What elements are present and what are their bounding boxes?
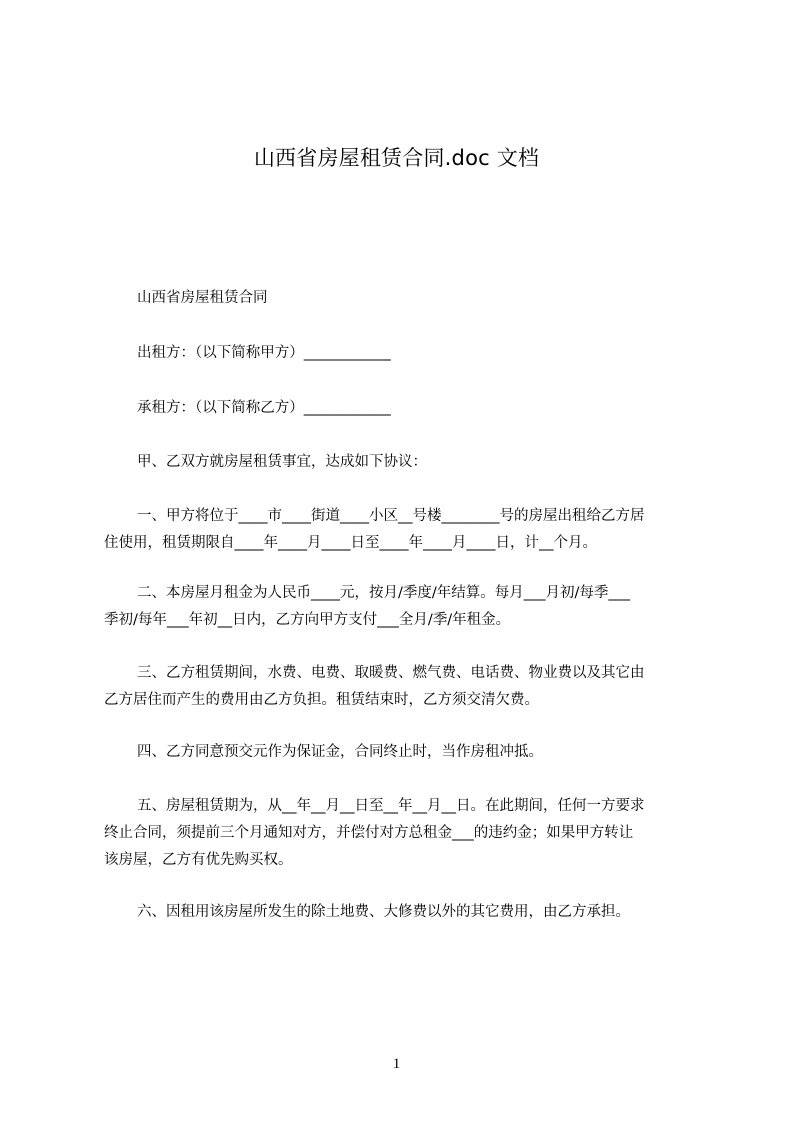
clause-3 [104,660,704,714]
agreement-intro [104,449,704,476]
clause-2 [104,580,704,634]
clause-6 [104,899,704,926]
paragraph-line: 承租方：（以下简称乙方）____________ [137,400,391,416]
document-title: 山西省房屋租赁合同.doc 文档 [253,146,540,170]
clause-1 [104,503,704,557]
paragraph-line: 甲、乙双方就房屋租赁事宜，达成如下协议： [137,454,427,470]
paragraph-line: 六、因租用该房屋所发生的除土地费、大修费以外的其它费用，由乙方承担。 [137,904,630,920]
page-number: 1 [392,1056,401,1072]
paragraph-line: 终止合同，须提前三个月通知对方，并偿付对方总租金___的违约金；如果甲方转让 [104,825,634,841]
paragraph-line: 四、乙方同意预交元作为保证金，合同终止时，当作房租冲抵。 [137,744,543,760]
paragraph-line: 乙方居住而产生的费用由乙方负担。租赁结束时，乙方须交清欠费。 [104,692,539,708]
clause-5 [104,793,704,874]
paragraph-line: 季初/每年___年初__日内，乙方向甲方支付___全月/季/年租金。 [104,612,511,628]
paragraph-line: 五、房屋租赁期为，从__年__月__日至__年__月__日。在此期间，任何一方要求 [137,798,645,814]
lessor-line [104,340,704,367]
paragraph-line: 三、乙方租赁期间，水费、电费、取暖费、燃气费、电话费、物业费以及其它由 [137,665,645,681]
paragraph-line: 住使用，租赁期限自____年____月____日至____年____月____日，计__个月。 [104,535,597,551]
paragraph-line: 二、本房屋月租金为人民币____元，按月/季度/年结算。每月___月初/每季___ [137,585,631,601]
paragraph-line: 该房屋，乙方有优先购买权。 [104,852,293,868]
clause-4 [104,739,704,766]
contract-heading [104,285,704,312]
paragraph-line: 一、甲方将位于____市____街道____小区__号楼________号的房屋出租给乙方居 [137,508,645,524]
paragraph-line: 出租方：（以下简称甲方）____________ [137,345,391,361]
paragraph-line: 山西省房屋租赁合同 [137,290,268,306]
lessee-line [104,395,704,422]
